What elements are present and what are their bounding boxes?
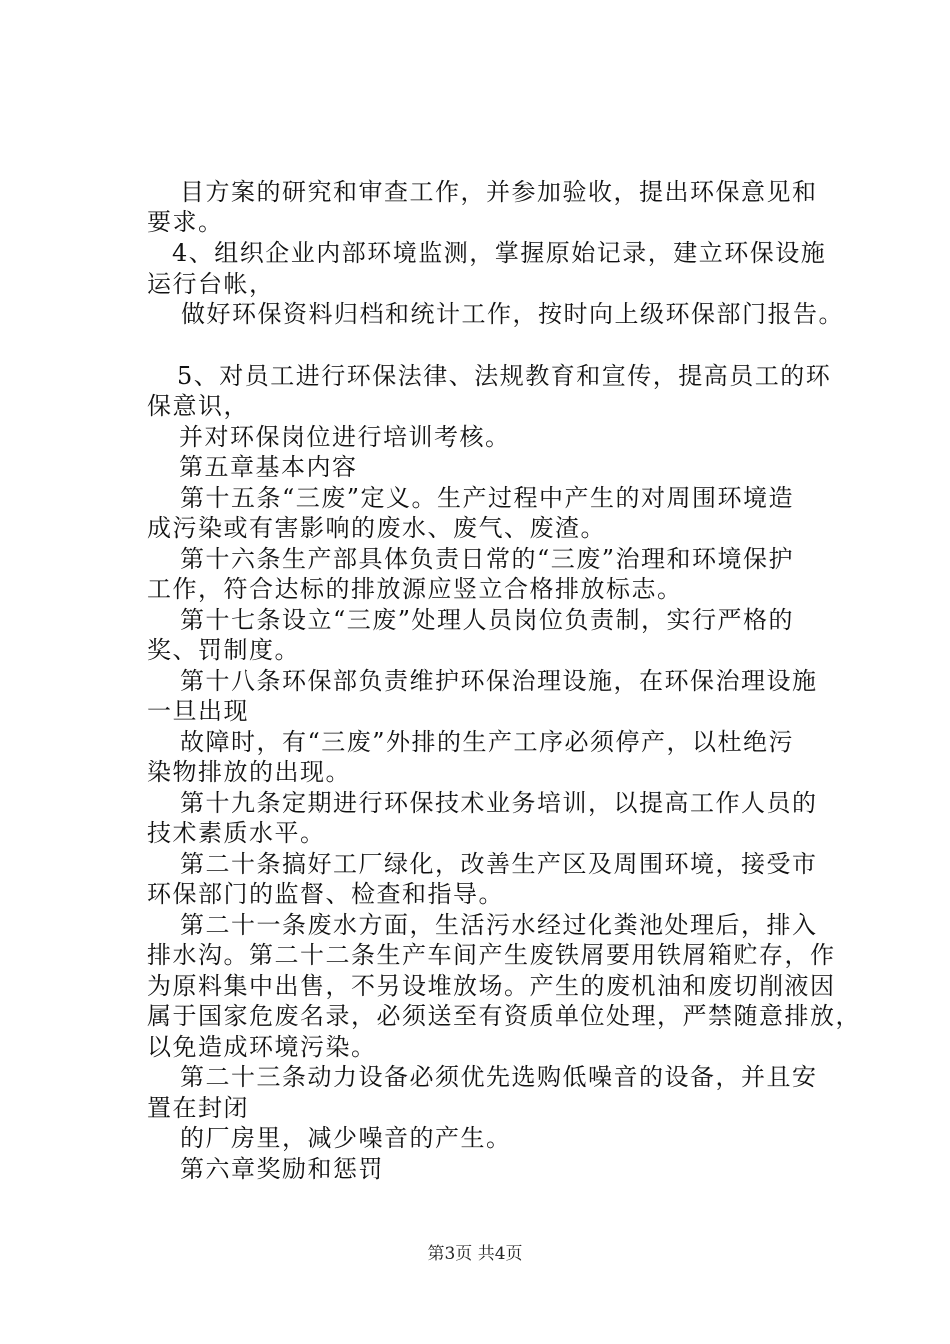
text-line: 第二十三条动力设备必须优先选购低噪音的设备，并且安	[180, 1063, 818, 1091]
text-line: 排水沟。第二十二条生产车间产生废铁屑要用铁屑箱贮存，作	[147, 941, 836, 969]
text-line: 故障时，有“三废”外排的生产工序必须停产，以杜绝污	[180, 728, 795, 756]
text-line: 染物排放的出现。	[147, 758, 351, 786]
text-line: 为原料集中出售，不另设堆放场。产生的废机油和废切削液因	[147, 972, 836, 1000]
page-footer: 第3页 共4页	[427, 1244, 523, 1264]
text-line: 第十九条定期进行环保技术业务培训，以提高工作人员的	[180, 789, 818, 817]
text-line: 技术素质水平。	[147, 819, 326, 847]
section-heading: 第五章基本内容	[179, 453, 358, 481]
text-line: 以免造成环境污染。	[147, 1033, 377, 1061]
text-line: 运行台帐，	[147, 270, 275, 298]
text-line: 4、组织企业内部环境监测，掌握原始记录，建立环保设施	[172, 239, 827, 267]
text-line: 奖、罚制度。	[147, 636, 300, 664]
text-line: 属于国家危废名录，必须送至有资质单位处理，严禁随意排放，	[147, 1002, 861, 1030]
text-line: 目方案的研究和审查工作，并参加验收，提出环保意见和	[180, 178, 818, 206]
text-line: 并对环保岗位进行培训考核。	[179, 423, 511, 451]
text-line: 做好环保资料归档和统计工作，按时向上级环保部门报告。	[181, 300, 844, 328]
text-line: 保意识，	[147, 392, 249, 420]
text-line: 第二十一条废水方面，生活污水经过化粪池处理后，排入	[180, 911, 818, 939]
text-line: 第十五条“三废”定义。生产过程中产生的对周围环境造	[180, 484, 795, 512]
text-line: 工作，符合达标的排放源应竖立合格排放标志。	[147, 575, 683, 603]
text-line: 置在封闭	[147, 1094, 249, 1122]
text-line: 一旦出现	[147, 697, 249, 725]
text-line: 第十八条环保部负责维护环保治理设施，在环保治理设施	[180, 667, 818, 695]
text-line: 环保部门的监督、检查和指导。	[147, 880, 504, 908]
text-line: 成污染或有害影响的废水、废气、废渣。	[147, 514, 606, 542]
text-line: 要求。	[147, 208, 224, 236]
text-line: 5、对员工进行环保法律、法规教育和宣传，提高员工的环	[177, 362, 832, 390]
text-line: 第十七条设立“三废”处理人员岗位负责制，实行严格的	[180, 606, 795, 634]
section-heading: 第六章奖励和惩罚	[180, 1155, 384, 1183]
text-line: 的厂房里，减少噪音的产生。	[180, 1124, 512, 1152]
text-line: 第二十条搞好工厂绿化，改善生产区及周围环境，接受市	[180, 850, 818, 878]
text-line: 第十六条生产部具体负责日常的“三废”治理和环境保护	[180, 545, 795, 573]
